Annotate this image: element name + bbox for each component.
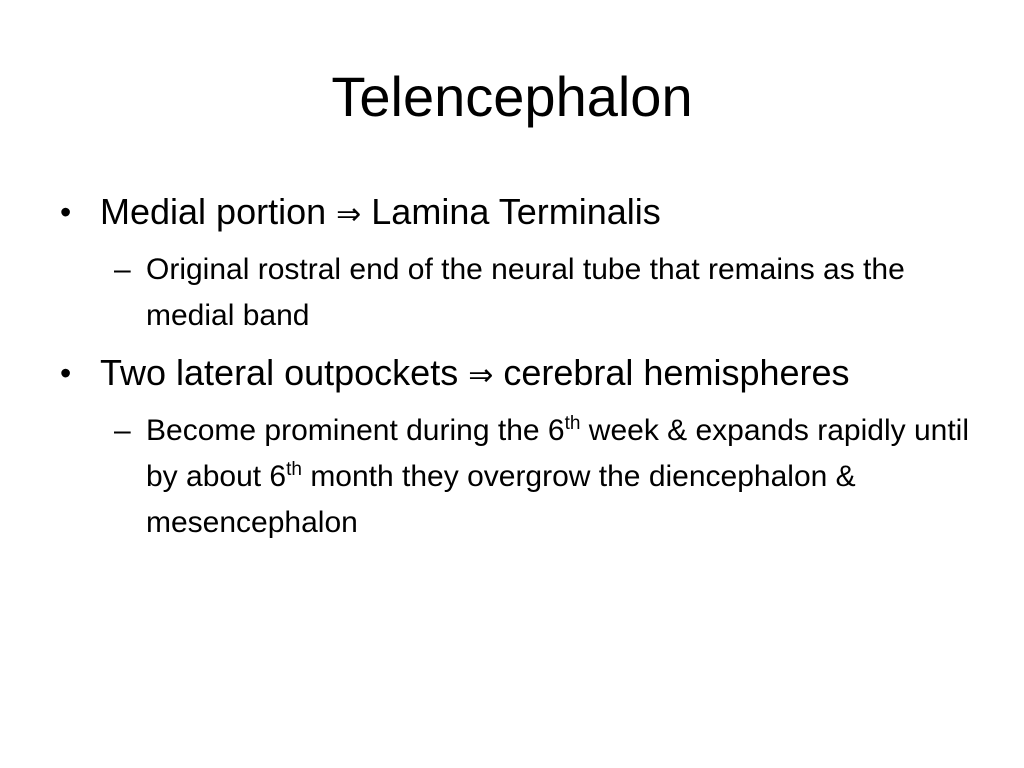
- bullet-text-post: Lamina Terminalis: [361, 191, 661, 232]
- sub-bullet-item-prominent-growth: [56, 408, 976, 546]
- bullet-icon: •: [60, 355, 72, 391]
- bullet-item-medial-portion: [56, 186, 976, 241]
- bullet-text-post: cerebral hemispheres: [493, 352, 850, 393]
- superscript-th: th: [564, 413, 581, 434]
- dash-icon: –: [114, 253, 131, 286]
- sub-bullet-text-part1: Become prominent during the 6: [146, 414, 565, 447]
- slide-body: [56, 186, 976, 554]
- sub-bullet-text-part3: month they overgrow the diencephalon & mesencephalon: [146, 460, 856, 539]
- sub-bullet-text-part2: week & expands rapidly until by about 6: [146, 414, 970, 493]
- superscript-th: th: [286, 459, 302, 480]
- dash-icon: –: [114, 414, 131, 447]
- bullet-item-lateral-outpockets: [56, 347, 976, 402]
- bullet-text-pre: Two lateral outpockets: [100, 352, 469, 393]
- implies-arrow-icon: ⇒: [336, 197, 362, 232]
- bullet-icon: •: [60, 194, 72, 230]
- implies-arrow-icon: ⇒: [468, 358, 494, 393]
- bullet-text-pre: Medial portion: [100, 191, 337, 232]
- sub-bullet-item-rostral-end: [56, 247, 976, 339]
- sub-bullet-text: Original rostral end of the neural tube that remains as the medial band: [146, 253, 905, 332]
- slide-title: Telencephalon: [331, 65, 693, 128]
